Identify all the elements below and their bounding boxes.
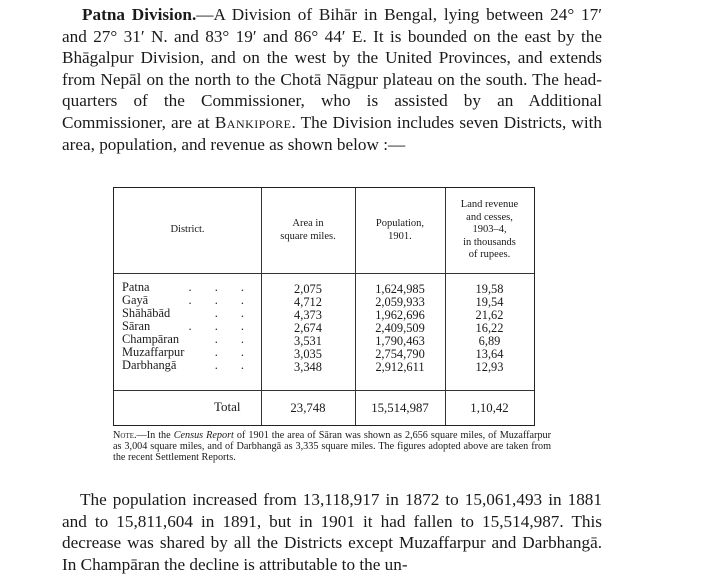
cell-area: 3,035: [294, 347, 322, 361]
cell-revenue: 19,58: [475, 282, 504, 296]
population-paragraph: The population increased from 13,118,917 in 1872 to 15,061,493 in 1881 and to 15,811,604 in 1891, but in 1901 it had fallen to 15,514,987. This decrease was shared by all the Districts except Muzaffarpur and Darbhangā. In Champāran the decline is attributable to the un-: [62, 490, 602, 574]
cell-revenue: 16,22: [475, 321, 504, 335]
intro-text-a: —A Division of Bihār in Bengal, lying between 24° 17′ and 27° 31′ N. and 83° 19′ and 86° 44′ E. It is bounded on the east by the Bhāgalpur Division, and on the west by the United Provinces, and extends from Nepāl on the north to the Chotā Nāgpur plateau on the south. The head-quarters of the Commissioner, who is assisted by an Additional Commissioner, are at: [62, 5, 602, 132]
cell-revenue: 21,62: [475, 308, 504, 322]
total-area: 23,748: [290, 401, 326, 415]
header-revenue: Land revenue and cesses, 1903–4, in thousands of rupees.: [460, 199, 519, 261]
table-row-district: Champāran . .: [122, 332, 254, 346]
total-label: Total: [214, 399, 241, 414]
cell-population: 1,624,985: [375, 282, 425, 296]
table-row-district: Shāhābād . .: [122, 306, 254, 320]
cell-area: 4,373: [294, 308, 322, 322]
table-row-district: Gayā . . .: [122, 293, 254, 307]
header-divider: [114, 273, 534, 274]
cell-population: 2,409,509: [375, 321, 425, 335]
total-revenue: 1,10,42: [470, 401, 509, 415]
table-row-district: Patna . . .: [122, 280, 254, 294]
division-heading: Patna Division.: [82, 5, 197, 24]
header-district: District.: [170, 224, 205, 236]
district-table: [113, 187, 535, 426]
note-label: Note.: [113, 430, 137, 441]
cell-population: 1,790,463: [375, 334, 425, 348]
cell-population: 2,912,611: [375, 360, 425, 374]
intro-text-b: . The Division includes seven Districts, with area, population, and revenue as shown below :—: [62, 112, 602, 154]
cell-revenue: 12,93: [475, 360, 504, 374]
table-row-district: Sāran . . .: [122, 319, 254, 333]
table-row-district: Darbhangā . .: [122, 358, 254, 372]
cell-area: 2,075: [294, 282, 322, 296]
table-footnote: Note.—In the Census Report of 1901 the area of Sāran was shown as 2,656 square miles, of Muzaffarpur as 3,004 square miles, and of Darbhangā as 3,335 square miles. The figures adopted above are taken from the recent Settlement Reports.: [113, 430, 551, 463]
table-row-district: Muzaffarpur . .: [122, 345, 254, 359]
header-area: Area in square miles.: [280, 218, 336, 242]
header-population: Population, 1901.: [375, 218, 425, 242]
cell-area: 3,531: [294, 334, 322, 348]
cell-area: 3,348: [294, 360, 322, 374]
cell-population: 2,059,933: [375, 295, 425, 309]
headquarters-name: Bankipore: [214, 112, 292, 132]
cell-revenue: 13,64: [475, 347, 504, 361]
total-population: 15,514,987: [371, 401, 429, 415]
intro-paragraph: [62, 4, 602, 155]
total-divider: [114, 390, 534, 391]
cell-revenue: 19,54: [475, 295, 504, 309]
cell-area: 4,712: [294, 295, 322, 309]
cell-area: 2,674: [294, 321, 322, 335]
cell-revenue: 6,89: [478, 334, 501, 348]
cell-population: 1,962,696: [375, 308, 425, 322]
cell-population: 2,754,790: [375, 347, 425, 361]
census-report-title: Census Report: [173, 430, 234, 441]
